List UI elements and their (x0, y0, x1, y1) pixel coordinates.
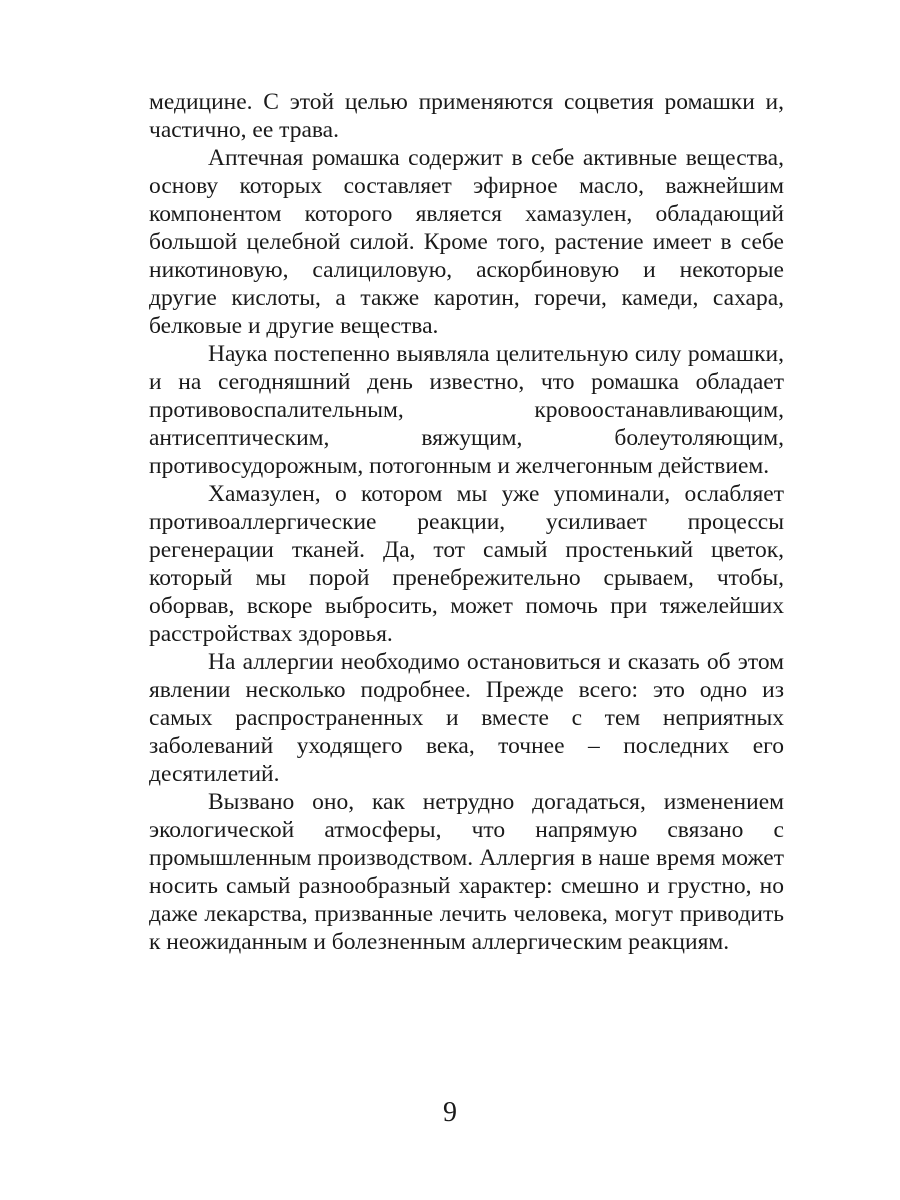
paragraph-chamazulene: Хамазулен, о котором мы уже упоминали, ослабляет противоаллергические реакции, усиливает процессы регенерации тканей. Да, тот самый простенький цветок, который мы порой пренебрежительно срываем, чтобы, оборвав, вскоре выбросить, может помочь при тяжелейших расстройствах здоровья. (149, 481, 784, 647)
paragraph-science-properties: Наука постепенно выявляла целительную силу ромашки, и на сегодняшний день известно, что ромашка обладает противовоспалительным, кровоостанавливающим, антисептическим, вяжущим, болеутоляющим, противосудорожным, потогонным и желчегонным действием. (149, 341, 784, 479)
paragraph-continuation: медицине. С этой целью применяются соцветия ромашки и, частично, ее трава. (149, 89, 784, 143)
paragraph-chamomile-composition: Аптечная ромашка содержит в себе активные вещества, основу которых составляет эфирное масло, важнейшим компонентом которого является хамазулен, обладающий большой целебной силой. Кроме того, растение имеет в себе никотиновую, салициловую, аскорбиновую и некоторые другие кислоты, а также каротин, горечи, камеди, сахара, белковые и другие вещества. (149, 145, 784, 339)
page-number: 9 (443, 1097, 457, 1128)
paragraph-allergy-intro: На аллергии необходимо остановиться и сказать об этом явлении несколько подробнее. Прежде всего: это одно из самых распространенных и вместе с тем неприятных заболеваний уходящего века, точнее – последних его десятилетий. (149, 649, 784, 787)
paragraph-allergy-causes: Вызвано оно, как нетрудно догадаться, изменением экологической атмосферы, что напрямую связано с промышленным производством. Аллергия в наше время может носить самый разнообразный характер: смешно и грустно, но даже лекарства, призванные лечить человека, могут приводить к неожиданным и болезненным аллергическим реакциям. (149, 789, 784, 955)
body-text (149, 88, 784, 956)
